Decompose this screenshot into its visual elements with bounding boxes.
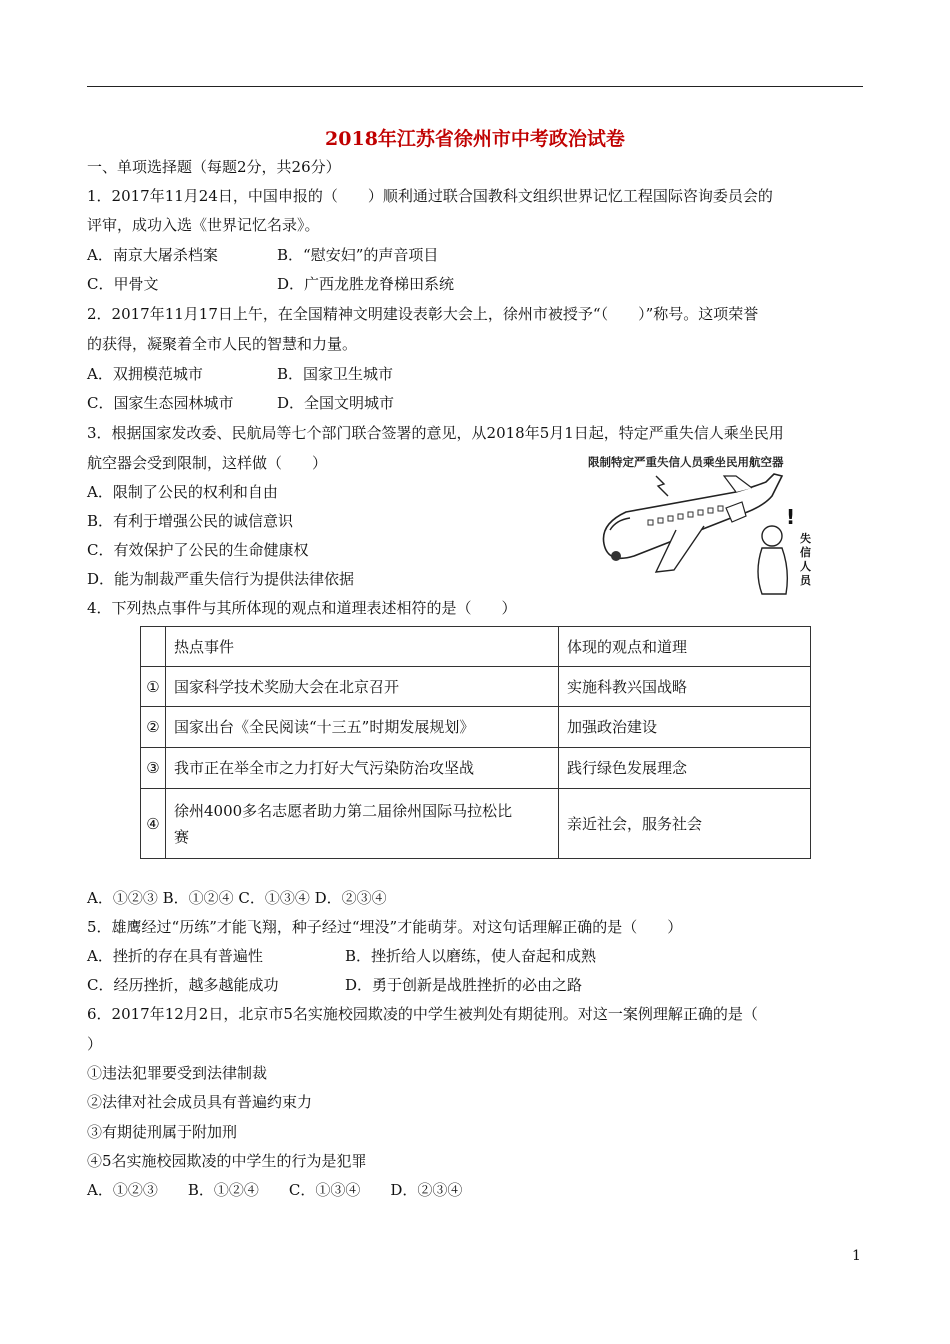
label-char: 失 xyxy=(800,532,811,545)
q3-option-b: B．有利于增强公民的诚信意识 xyxy=(87,512,294,530)
label-char: 员 xyxy=(800,574,811,587)
q3-option-d: D．能为制裁严重失信行为提供法律依据 xyxy=(87,570,355,588)
q1-stem-line2: 评审，成功入选《世界记忆名录》。 xyxy=(87,216,320,234)
q6-statement-1: ①违法犯罪要受到法律制裁 xyxy=(87,1064,268,1082)
table-row: ④ 徐州4000多名志愿者助力第二届徐州国际马拉松比 赛 亲近社会，服务社会 xyxy=(141,789,811,859)
q6-statement-2: ②法律对社会成员具有普遍约束力 xyxy=(87,1093,313,1111)
q6-stem-line1: 6．2017年12月2日，北京市5名实施校园欺凌的中学生被判处有期徒刑。对这一案例理解正确的是（ xyxy=(87,1005,758,1023)
person-icon xyxy=(762,526,782,546)
q2-stem-line1: 2．2017年11月17日上午，在全国精神文明建设表彰大会上，徐州市被授予“（ ）”称号。这项荣誉 xyxy=(87,305,759,323)
q5-option-a: A．挫折的存在具有普遍性 xyxy=(87,947,263,965)
header-rule xyxy=(87,86,863,87)
q1-option-c: C．甲骨文 xyxy=(87,275,159,293)
q5-option-d: D．勇于创新是战胜挫折的必由之路 xyxy=(345,976,583,994)
table-row: ③ 我市正在举全市之力打好大气污染防治攻坚战 践行绿色发展理念 xyxy=(141,748,811,789)
q2-stem-line2: 的获得，凝聚着全市人民的智慧和力量。 xyxy=(87,335,358,353)
page-title: 2018年江苏省徐州市中考政治试卷 xyxy=(325,128,625,150)
q1-option-b: B．“慰安妇”的声音项目 xyxy=(277,246,439,264)
q6-options: A．①②③ B．①②④ C．①③④ D．②③④ xyxy=(87,1181,463,1199)
q5-option-b: B．挫折给人以磨练，使人奋起和成熟 xyxy=(345,947,597,965)
airplane-illustration xyxy=(586,452,818,604)
q2-option-a: A．双拥模范城市 xyxy=(87,365,203,383)
q4-options: A．①②③ B．①②④ C．①③④ D．②③④ xyxy=(87,889,387,907)
table-row: ① 国家科学技术奖励大会在北京召开 实施科教兴国战略 xyxy=(141,667,811,707)
q1-option-a: A．南京大屠杀档案 xyxy=(87,246,218,264)
q5-option-c: C．经历挫折，越多越能成功 xyxy=(87,976,279,994)
label-char: 人 xyxy=(800,560,811,573)
q3-option-c: C．有效保护了公民的生命健康权 xyxy=(87,541,309,559)
header-event: 热点事件 xyxy=(166,627,559,667)
q2-option-c: C．国家生态园林城市 xyxy=(87,394,234,412)
q3-stem-line1: 3．根据国家发改委、民航局等七个部门联合签署的意见，从2018年5月1日起，特定严重失信人乘坐民用 xyxy=(87,424,784,442)
q1-option-d: D．广西龙胜龙脊梯田系统 xyxy=(277,275,455,293)
q1-stem-line1: 1．2017年11月24日，中国申报的（ ）顺利通过联合国教科文组织世界记忆工程国际咨询委员会的 xyxy=(87,187,773,205)
header-idea: 体现的观点和道理 xyxy=(559,627,811,667)
svg-text:!: ! xyxy=(786,505,796,529)
q4-stem: 4．下列热点事件与其所体现的观点和道理表述相符的是（ ） xyxy=(87,599,517,617)
illustration-caption: 限制特定严重失信人员乘坐民用航空器 xyxy=(588,455,784,469)
q3-option-a: A．限制了公民的权利和自由 xyxy=(87,483,278,501)
label-char: 信 xyxy=(800,546,811,559)
table-header-row xyxy=(141,627,811,667)
q6-stem-line2: ） xyxy=(87,1035,103,1053)
q6-statement-3: ③有期徒刑属于附加刑 xyxy=(87,1123,238,1141)
q2-option-b: B．国家卫生城市 xyxy=(277,365,394,383)
q5-stem: 5．雄鹰经过“历练”才能飞翔，种子经过“埋没”才能萌芽。对这句话理解正确的是（ ） xyxy=(87,918,683,936)
hot-events-table xyxy=(140,626,811,859)
section-heading: 一、单项选择题（每题2分，共26分） xyxy=(87,158,341,176)
table-row: ② 国家出台《全民阅读“十三五”时期发展规划》 加强政治建设 xyxy=(141,707,811,748)
page-number: 1 xyxy=(852,1248,861,1264)
q6-statement-4: ④5名实施校园欺凌的中学生的行为是犯罪 xyxy=(87,1152,367,1170)
q2-option-d: D．全国文明城市 xyxy=(277,394,395,412)
q3-stem-line2: 航空器会受到限制，这样做（ ） xyxy=(87,454,328,472)
